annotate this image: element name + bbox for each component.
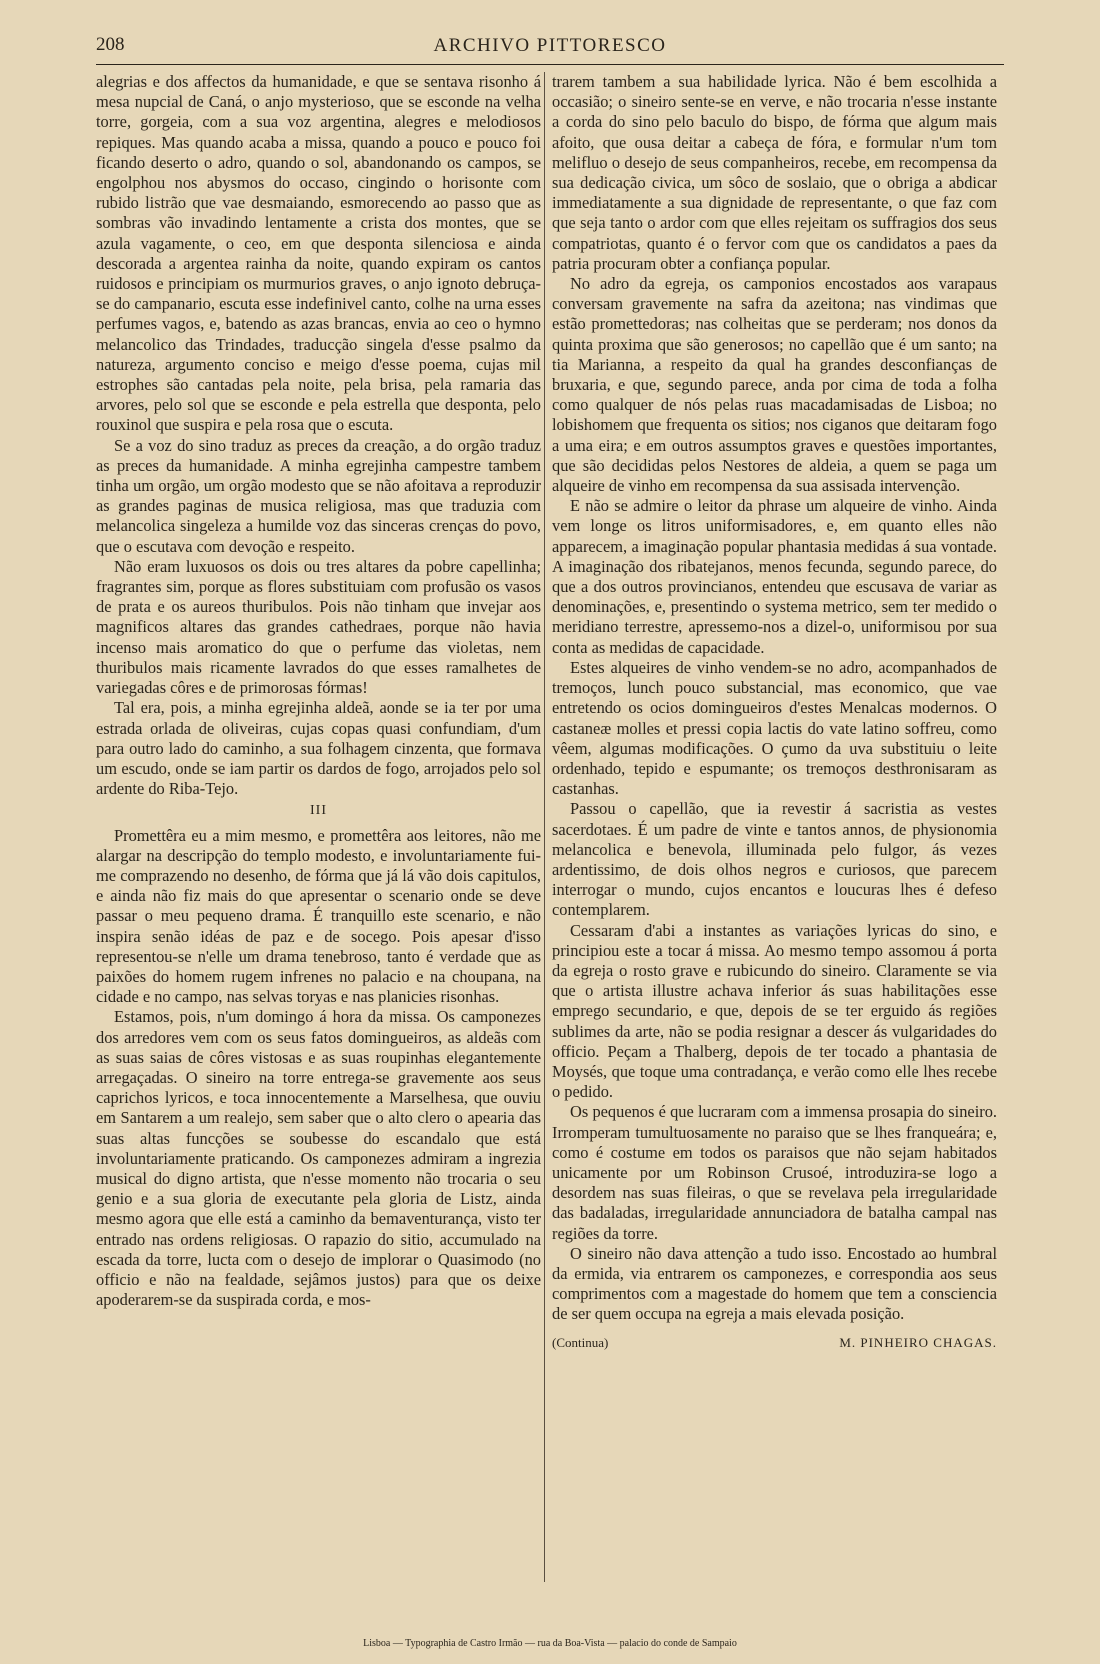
author-signature: M. PINHEIRO CHAGAS.: [839, 1334, 997, 1350]
paragraph: Cessaram d'abi a instantes as variações lyricas do sino, e principiou este a tocar á missa. Ao mesmo tempo assomou á porta da egreja o rosto grave e rubicundo do sineiro. Claramente se via que o artista illustre achava inferior ás suas habilitações esse emprego secundario, e que, depois de se ter erguido ás regiões sublimes da arte, não se podia resignar a descer ás vulgaridades do officio. Peçam a Thalberg, depois de ter tocado a phantasia de Moysés, que toque uma contradança, e verão como elle lhes recebe o pedido.: [552, 920, 997, 1102]
paragraph: alegrias e dos affectos da humanidade, e que se sentava risonho á mesa nupcial de Caná, o anjo mysterioso, que se esconde na velha torre, gorgeia, com a sua voz argentina, alegres e melodiosos repiques. Mas quando acaba a missa, quando a pouco e pouco foi ficando deserto o adro, quando o sol, abandonando os campos, se engolphou nos abysmos do occaso, cingindo o horisonte com rubido listrão que vae desmaiando, esmorecendo ao passo que as sombras vão invadindo lentamente a crista dos montes, que se azula vagamente, o ceo, em que desponta silenciosa e ainda descorada a argentea rainha da noite, quando expiram os cantos ruidosos e principiam os murmurios graves, o anjo ignoto debruça-se do campanario, escuta esse indefinivel canto, colhe na urna esses perfumes vagos, e, batendo as azas brancas, envia ao ceo o hymno melancolico das Trindades, traducção singela d'esse psalmo da natureza, argumento conciso e meigo d'esse poema, cujas mil estrophes são cantadas pela noite, pela brisa, pela ramaria das arvores, pelo sol que se esconde e pela estrella que desponta, pelo rouxinol que suspira e pela rosa que o escuta.: [96, 72, 541, 435]
paragraph: Os pequenos é que lucraram com a immensa prosapia do sineiro. Irromperam tumultuosamente no paraiso que se lhes franqueára; e, como é costume em todos os paraisos que não sejam habitados unicamente por um Robinson Crusoé, introduzira-se logo a desordem nas suas fileiras, o que se revelava pela irregularidade das badaladas, irregularidade annunciadora de batalha campal nas regiões da torre.: [552, 1102, 997, 1243]
paragraph: E não se admire o leitor da phrase um alqueire de vinho. Ainda vem longe os litros uniformisadores, e, em quanto elles não apparecem, a imaginação popular phantasia medidas á sua vontade. A imaginação dos ribatejanos, menos fecunda, segundo parece, do que a dos outros provincianos, entendeu que escusava de variar as denominações, e, presentindo o systema metrico, sem ter medido o meridiano terrestre, apressemo-nos a dizel-o, uniformisou por sua conta as medidas de capacidade.: [552, 496, 997, 657]
paragraph: No adro da egreja, os camponios encostados aos varapaus conversam gravemente na safra da azeitona; nas vindimas que estão promettedoras; nas colheitas que se perderam; nos donos da quinta proxima que são generosos; no capellão que é um santo; na tia Marianna, a respeito da qual ha grandes desconfianças de bruxaria, e que, segundo parece, anda por cima de toda a folha como qualquer de nós pelas ruas macadamisadas de Lisboa; no lobishomem que frequenta os sitios; nos ciganos que deitaram fogo a uma eira; e em outros assumptos graves e questões importantes, que são decididas pelos Nestores de aldeia, a quem se paga um alqueire de vinho em recompensa da sua assisada intervenção.: [552, 274, 997, 496]
paragraph: trarem tambem a sua habilidade lyrica. Não é bem escolhida a occasião; o sineiro sente-se en verve, e não trocaria n'esse instante a corda do sino pelo baculo do bispo, de fórma que algum mais afoito, que ousa deitar a cabeça de fóra, e formular n'um tom melifluo o desejo de seus companheiros, recebe, em recompensa da sua dedicação civica, um sôco de soslaio, que o obriga a abdicar immediatamente a sua dignidade de representante, o que faz com que seja tanto o ardor com que elles rejeitam os suffragios dos seus compatriotas, quanto é o fervor com que os candidatos a paes da patria procuram obter a confiança popular.: [552, 72, 997, 273]
article-end: [552, 1333, 997, 1353]
right-column: [552, 72, 997, 1353]
paragraph: Tal era, pois, a minha egrejinha aldeã, aonde se ia ter por uma estrada orlada de oliveiras, cujas copas quasi confundiam, d'um para outro lado do caminho, a sua folhagem cinzenta, que formava um escudo, onde se iam partir os dardos de fogo, arrojados pelo sol ardente do Riba-Tejo.: [96, 698, 541, 799]
left-column: [96, 72, 541, 1310]
printer-imprint: Lisboa — Typographia de Castro Irmão — rua da Boa-Vista — palacio do conde de Sampaio: [363, 1638, 737, 1649]
page-number: 208: [96, 34, 125, 55]
paragraph: Passou o capellão, que ia revestir á sacristia as vestes sacerdotaes. É um padre de vinte e tantos annos, de physionomia melancolica e benevola, illuminada pelo fulgor, ás vezes ardentissimo, de dois olhos negros e curiosos, que parecem interrogar o mundo, cujos encantos e loucuras lhes é defeso contemplarem.: [552, 799, 997, 920]
section-number: III: [310, 803, 327, 819]
paragraph: Não eram luxuosos os dois ou tres altares da pobre capellinha; fragrantes sim, porque as flores substituiam com profusão os vasos de prata e os aureos thuribulos. Pois não tinham que invejar aos magnificos altares das grandes cathedraes, porque não havia incenso mais aromatico do que o perfume das violetas, nem thuribulos mais ricamente lavrados do que esses ramalhetes de variegadas côres e de primorosas fórmas!: [96, 556, 541, 698]
paragraph: Promettêra eu a mim mesmo, e promettêra aos leitores, não me alargar na descripção do templo modesto, e involuntariamente fui-me comprazendo no desenho, de fórma que já lá vão dois capitulos, e ainda não fiz mais do que apresentar o scenario onde se deve passar o meu pequeno drama. É tranquillo este scenario, e não inspira senão idéas de paz e de socego. Pois apesar d'isso representou-se n'elle um drama tenebroso, tanto é verdade que as paixões do homem rugem infrenes no palacio e na choupana, na cidade e no campo, nas selvas toryas e nas planicies risonhas.: [96, 825, 541, 1007]
continued-note: (Continua): [552, 1334, 609, 1350]
paragraph: Se a voz do sino traduz as preces da creação, a do orgão traduz as preces da humanidade. A minha egrejinha campestre tambem tinha um orgão, um orgão modesto que se não afoitava a reproduzir as grandes paginas de musica religiosa, mas que traduzia com melancolica singeleza a humilde voz das sinceras crenças do povo, que o escutava com devoção e respeito.: [96, 435, 541, 556]
paragraph: Estamos, pois, n'um domingo á hora da missa. Os camponezes dos arredores vem com os seus fatos domingueiros, as aldeãs com as suas saias de côres vistosas e as suas roupinhas elegantemente arregaçadas. O sineiro na torre entrega-se gravemente aos seus caprichos lyricos, e toca innocentemente a Marselhesa, que ouviu em Santarem a um realejo, sem saber que o alto clero o apearia das suas altas funcções se soubesse do escandalo que está involuntariamente praticando. Os camponezes admiram a ingrezia musical do digno artista, que n'esse momento não trocaria o seu genio e a sua gloria de executante pela gloria de Listz, ainda mesmo agora que elle está a caminho da bemaventurança, visto ter entrado nas ordens religiosas. O rapazio do sitio, accumulado na escada da torre, lucta com o desejo de implorar o Quasimodo (no officio e não na fealdade, sejâmos justos) para que os deixe apoderarem-se da suspirada corda, e mos-: [96, 1007, 541, 1310]
paragraph: Estes alqueires de vinho vendem-se no adro, acompanhados de tremoços, lunch pouco substancial, mas economico, que vae entretendo os ocios domingueiros d'estes Menalcas modernos. O castaneæ molles et pressi copia lactis do vate latino soffreu, como vêem, algumas modificações. O çumo da uva substituiu o leite ordenhado, tepido e espumante; os tremoços desthronisaram as castanhas.: [552, 657, 997, 799]
running-title: ARCHIVO PITTORESCO: [433, 35, 667, 56]
column-divider: [544, 72, 545, 1582]
paragraph: O sineiro não dava attenção a tudo isso. Encostado ao humbral da ermida, via entrarem os camponezes, e correspondia aos seus comprimentos com a magestade do homem que tem a consciencia de ser quem occupa na egreja a mais elevada posição.: [552, 1243, 997, 1324]
page-header: [96, 34, 1004, 65]
